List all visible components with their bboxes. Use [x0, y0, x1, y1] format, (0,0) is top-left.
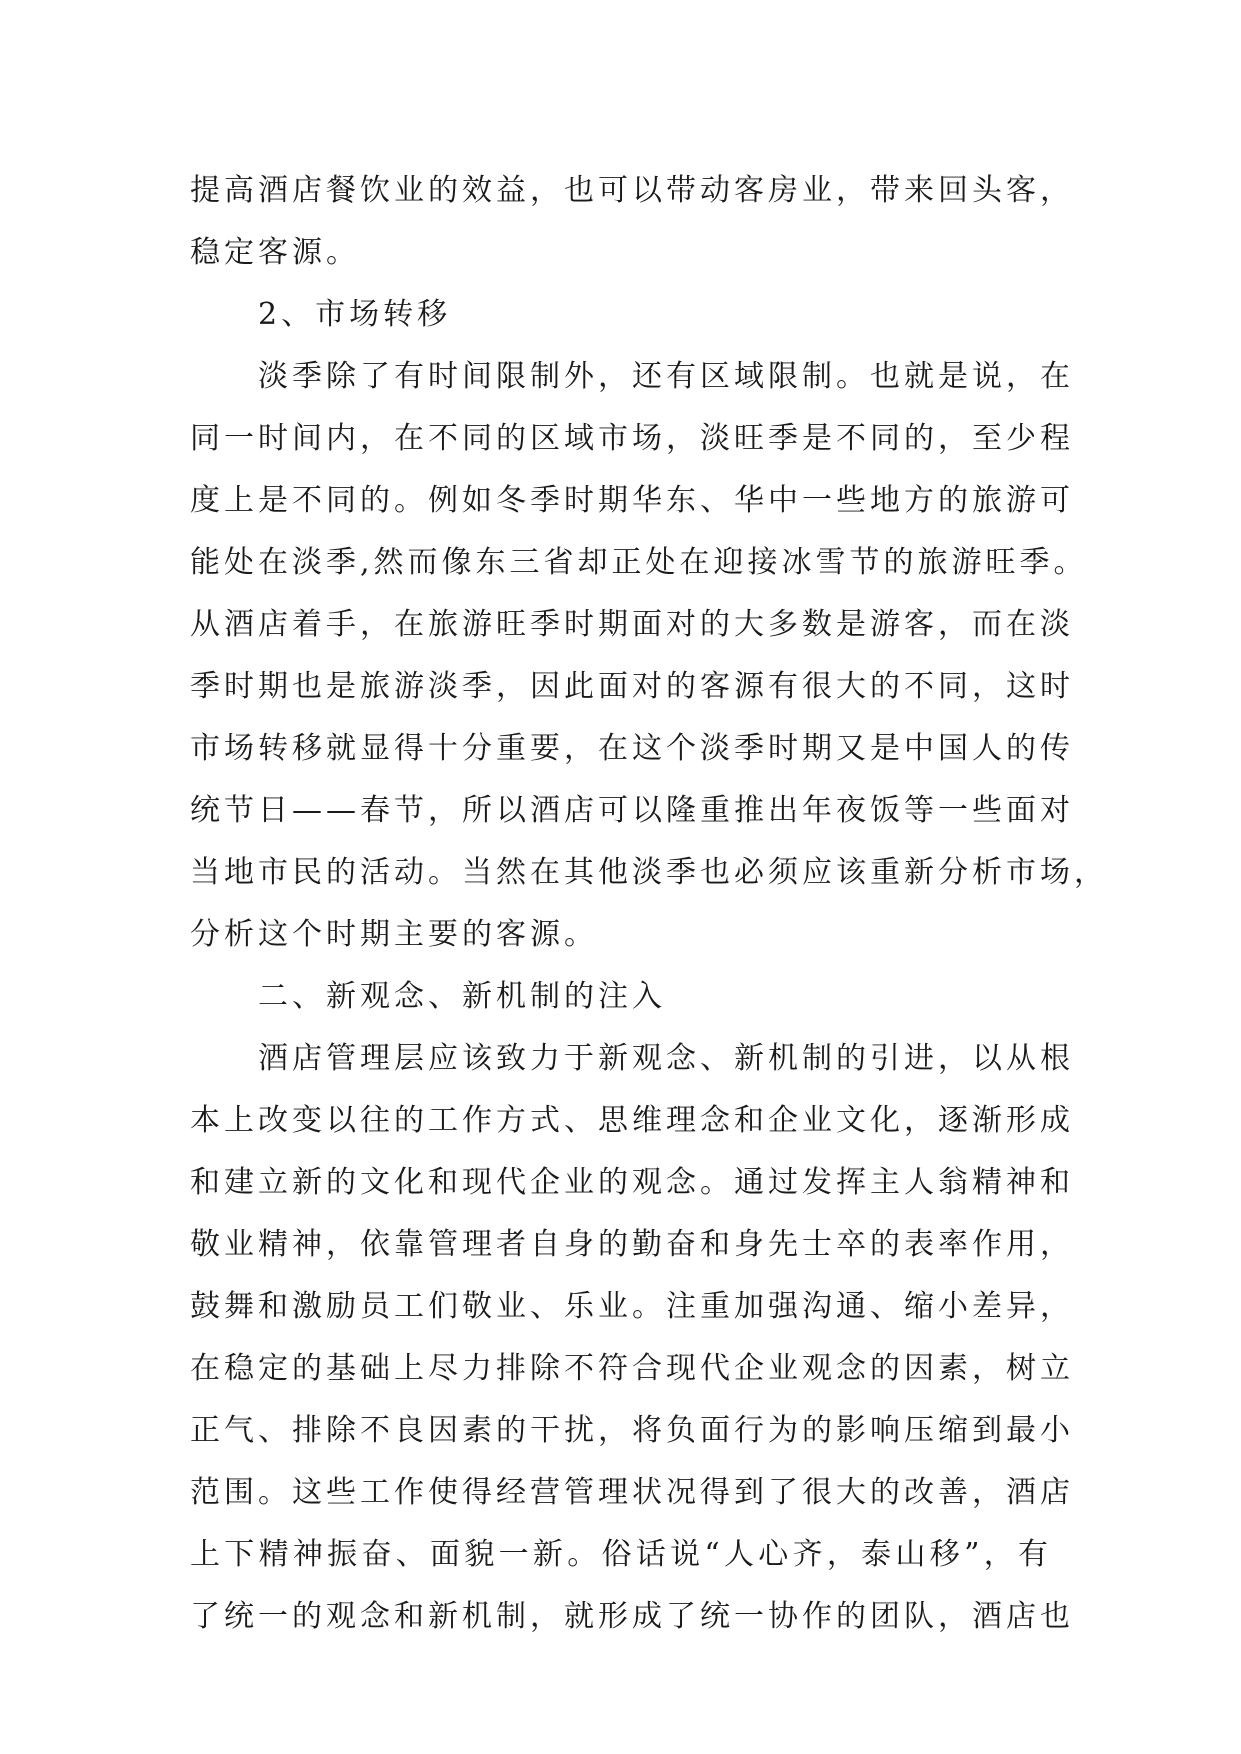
text-line: 当地市民的活动。当然在其他淡季也必须应该重新分析市场， — [190, 855, 1108, 890]
text-line: 季时期也是旅游淡季，因此面对的客源有很大的不同，这时 — [190, 669, 1074, 704]
text-line: 范围。这些工作使得经营管理状况得到了很大的改善，酒店 — [190, 1475, 1074, 1510]
text-line: 和建立新的文化和现代企业的观念。通过发挥主人翁精神和 — [190, 1165, 1074, 1200]
text-line: 淡季除了有时间限制外，还有区域限制。也就是说，在 — [190, 359, 1074, 394]
text-line: 鼓舞和激励员工们敬业、乐业。注重加强沟通、缩小差异， — [190, 1289, 1074, 1324]
text-line: 本上改变以往的工作方式、思维理念和企业文化，逐渐形成 — [190, 1103, 1074, 1138]
text-line: 度上是不同的。例如冬季时期华东、华中一些地方的旅游可 — [190, 483, 1074, 518]
text-line: 同一时间内，在不同的区域市场，淡旺季是不同的，至少程 — [190, 421, 1074, 456]
text-line: 上下精神振奋、面貌一新。俗话说“人心齐，泰山移”，有 — [190, 1537, 1052, 1572]
text-line: 了统一的观念和新机制，就形成了统一协作的团队，酒店也 — [190, 1599, 1074, 1634]
text-line: 市场转移就显得十分重要，在这个淡季时期又是中国人的传 — [190, 731, 1074, 766]
document-body — [190, 160, 1108, 1648]
text-line: 能处在淡季,然而像东三省却正处在迎接冰雪节的旅游旺季。 — [190, 545, 1088, 580]
section-heading: 二、新观念、新机制的注入 — [190, 979, 666, 1014]
text-line: 在稳定的基础上尽力排除不符合现代企业观念的因素，树立 — [190, 1351, 1074, 1386]
text-line: 提高酒店餐饮业的效益，也可以带动客房业，带来回头客， — [190, 173, 1074, 208]
text-line: 酒店管理层应该致力于新观念、新机制的引进，以从根 — [190, 1041, 1074, 1076]
text-line: 敬业精神，依靠管理者自身的勤奋和身先士卒的表率作用， — [190, 1227, 1074, 1262]
text-line: 统节日——春节，所以酒店可以隆重推出年夜饭等一些面对 — [190, 793, 1074, 828]
text-line: 分析这个时期主要的客源。 — [190, 917, 598, 952]
text-line: 从酒店着手，在旅游旺季时期面对的大多数是游客，而在淡 — [190, 607, 1074, 642]
text-line: 正气、排除不良因素的干扰，将负面行为的影响压缩到最小 — [190, 1413, 1074, 1448]
text-line: 稳定客源。 — [190, 235, 360, 270]
section-heading: 2、市场转移 — [190, 297, 452, 332]
